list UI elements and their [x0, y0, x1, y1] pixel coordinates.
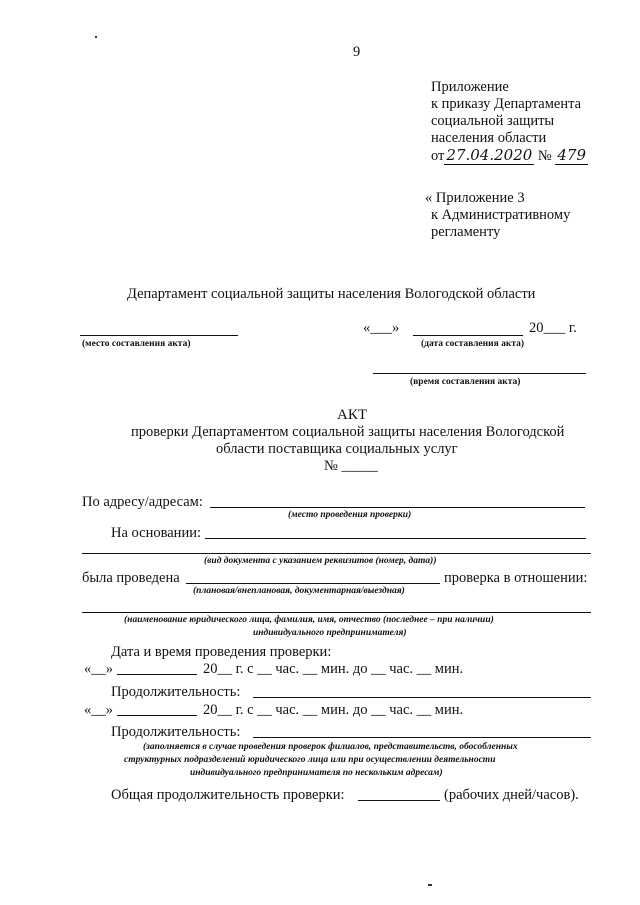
branch-caption: структурных подразделений юридического лица или при осуществлении деятельности: [124, 755, 496, 765]
appendix-line: к приказу Департамента: [431, 96, 582, 112]
duration-label: Продолжительность:: [111, 684, 241, 700]
place-caption: (место составления акта): [82, 339, 191, 349]
total-suffix: (рабочих дней/часов).: [444, 787, 579, 803]
duration-line: [253, 697, 591, 698]
dt-rest: 20__ г. с __ час. __ мин. до __ час. __ мин.: [203, 661, 464, 677]
date-prefix: от: [431, 148, 445, 164]
place-line: [80, 335, 238, 336]
handwritten-date: 27.04.2020: [446, 146, 533, 164]
date-year: 20___ г.: [529, 320, 577, 336]
appendix3-line: к Административному: [431, 207, 571, 223]
appendix-line: социальной защиты: [431, 113, 555, 129]
branch-caption: (заполняется в случае проведения проверок филиалов, представительств, обособленных: [143, 742, 518, 752]
basis-line-2: [82, 553, 591, 554]
handwritten-number: 479: [557, 146, 587, 164]
dt-month-line: [117, 674, 197, 675]
conducted-right: проверка в отношении:: [444, 570, 588, 586]
appendix-date-row: [431, 146, 588, 165]
datetime-label: Дата и время проведения проверки:: [111, 644, 332, 660]
basis-caption: (вид документа с указанием реквизитов (номер, дата)): [204, 556, 437, 566]
total-label: Общая продолжительность проверки:: [111, 787, 345, 803]
dt2-quote: «__»: [84, 702, 113, 718]
scan-speck: [428, 884, 432, 886]
dt2-rest: 20__ г. с __ час. __ мин. до __ час. __ мин.: [203, 702, 464, 718]
appendix3-line: регламенту: [431, 224, 501, 240]
entity-caption: индивидуального предпринимателя): [253, 628, 407, 638]
month-line: [413, 335, 523, 336]
conducted-label: была проведена: [82, 570, 180, 586]
basis-line: [205, 538, 586, 539]
conducted-caption: (плановая/внеплановая, документарная/выездная): [193, 586, 405, 596]
appendix-line: Приложение: [431, 79, 509, 95]
date-quote: «___»: [363, 320, 400, 336]
duration2-label: Продолжительность:: [111, 724, 241, 740]
act-title: АКТ: [337, 407, 367, 423]
entity-line: [82, 612, 591, 613]
scan-speck: [95, 36, 97, 38]
basis-label: На основании:: [111, 525, 201, 541]
number-prefix: №: [537, 148, 552, 164]
address-label: По адресу/адресам:: [82, 494, 203, 510]
duration2-line: [253, 737, 591, 738]
act-number: № _____: [324, 458, 378, 474]
conducted-line: [186, 583, 440, 584]
appendix-line: населения области: [431, 130, 547, 146]
total-line: [358, 800, 440, 801]
appendix3-line: « Приложение 3: [425, 190, 525, 206]
time-caption: (время составления акта): [410, 377, 521, 387]
branch-caption: индивидуального предпринимателя по нескольким адресам): [190, 768, 443, 778]
address-line: [210, 507, 585, 508]
address-caption: (место проведения проверки): [288, 510, 412, 520]
dt-quote: «__»: [84, 661, 113, 677]
department-title: Департамент социальной защиты населения Вологодской области: [127, 286, 536, 302]
entity-caption: (наименование юридического лица, фамилия, имя, отчество (последнее – при наличии): [124, 615, 494, 625]
date-caption: (дата составления акта): [421, 339, 525, 349]
page-number: 9: [353, 44, 361, 60]
act-line: области поставщика социальных услуг: [216, 441, 458, 457]
act-line: проверки Департаментом социальной защиты населения Вологодской: [131, 424, 565, 440]
time-line: [373, 373, 586, 374]
dt2-month-line: [117, 715, 197, 716]
